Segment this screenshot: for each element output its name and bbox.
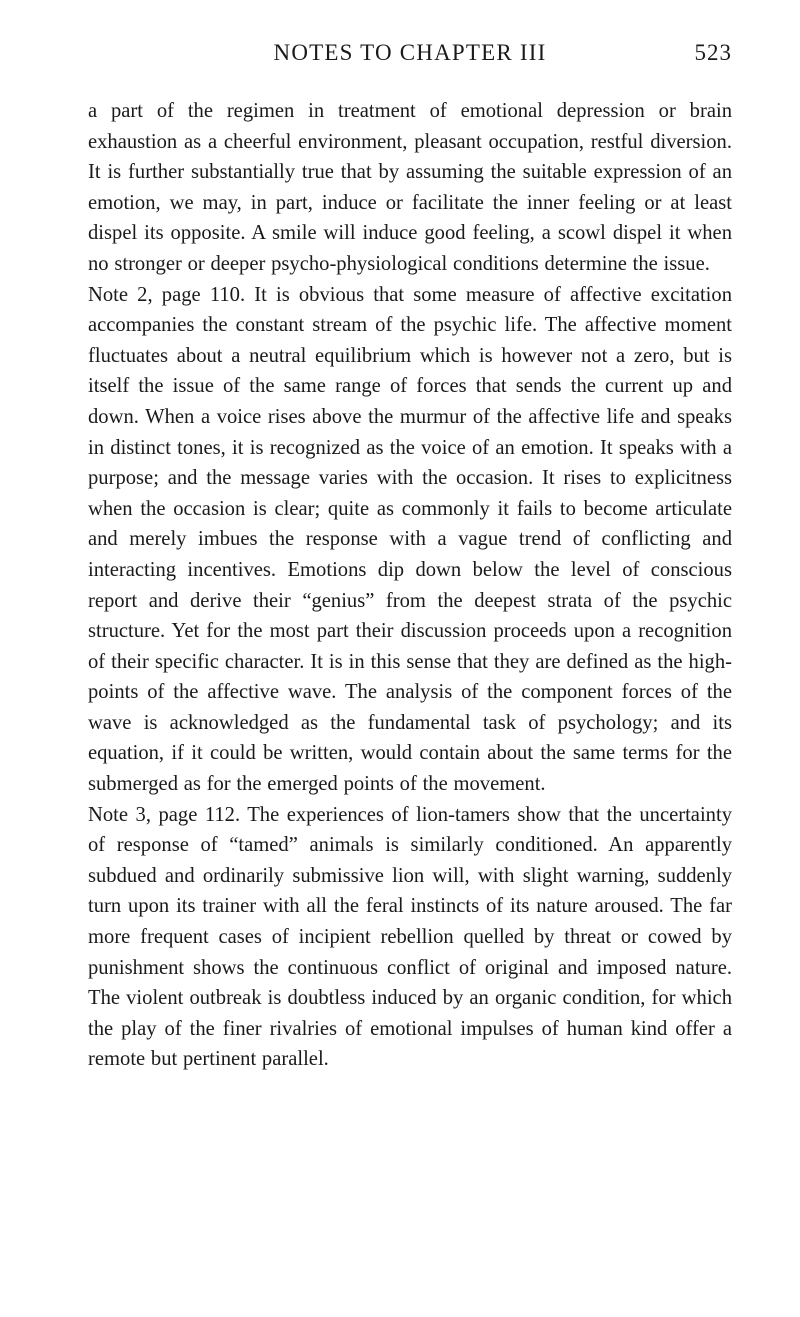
paragraph-note-2: Note 2, page 110. It is obvious that some measure of affective excitation accompanies the constant stream of the psychic life. The affective moment fluctuates about a neutral equilibrium which is however not a zero, but is itself the issue of the same range of forces that sends the current up and down. When a voice rises above the murmur of the affective life and speaks in distinct tones, it is recognized as the voice of an emotion. It speaks with a purpose; and the message varies with the occasion. It rises to explicitness when the occasion is clear; quite as commonly it fails to become articulate and merely imbues the response with a vague trend of conflicting and interacting incentives. Emotions dip down below the level of conscious report and derive their “genius” from the deepest strata of the psychic structure. Yet for the most part their discussion proceeds upon a recognition of their specific character. It is in this sense that they are defined as the high-points of the affective wave. The analysis of the component forces of the wave is acknowledged as the fundamental task of psychology; and its equation, if it could be written, would contain about the same terms for the submerged as for the emerged points of the movement. — [88, 283, 732, 796]
paragraph-continuation: a part of the regimen in treatment of emotional depression or brain exhaustion as a cheerful environment, pleasant occupation, restful diversion. It is further substantially true that by assuming the suitable expression of an emotion, we may, in part, induce or facilitate the inner feeling or at least dispel its opposite. A smile will induce good feeling, a scowl dispel it when no stronger or deeper psycho-physiological conditions determine the issue. — [88, 100, 732, 275]
body-text — [88, 96, 732, 1075]
running-title: NOTES TO CHAPTER III — [273, 40, 547, 65]
running-head — [88, 40, 732, 80]
paragraph-note-3: Note 3, page 112. The experiences of lion-tamers show that the uncertainty of response of “tamed” animals is similarly conditioned. An apparently subdued and ordinarily submissive lion will, with slight warning, suddenly turn upon its trainer with all the feral instincts of its nature aroused. The far more frequent cases of incipient rebellion quelled by threat or cowed by punishment shows the continuous conflict of original and imposed nature. The violent outbreak is doubtless induced by an organic condition, for which the play of the finer rivalries of emotional impulses of human kind offer a remote but pertinent parallel. — [88, 803, 732, 1071]
page-number: 523 — [694, 40, 732, 65]
